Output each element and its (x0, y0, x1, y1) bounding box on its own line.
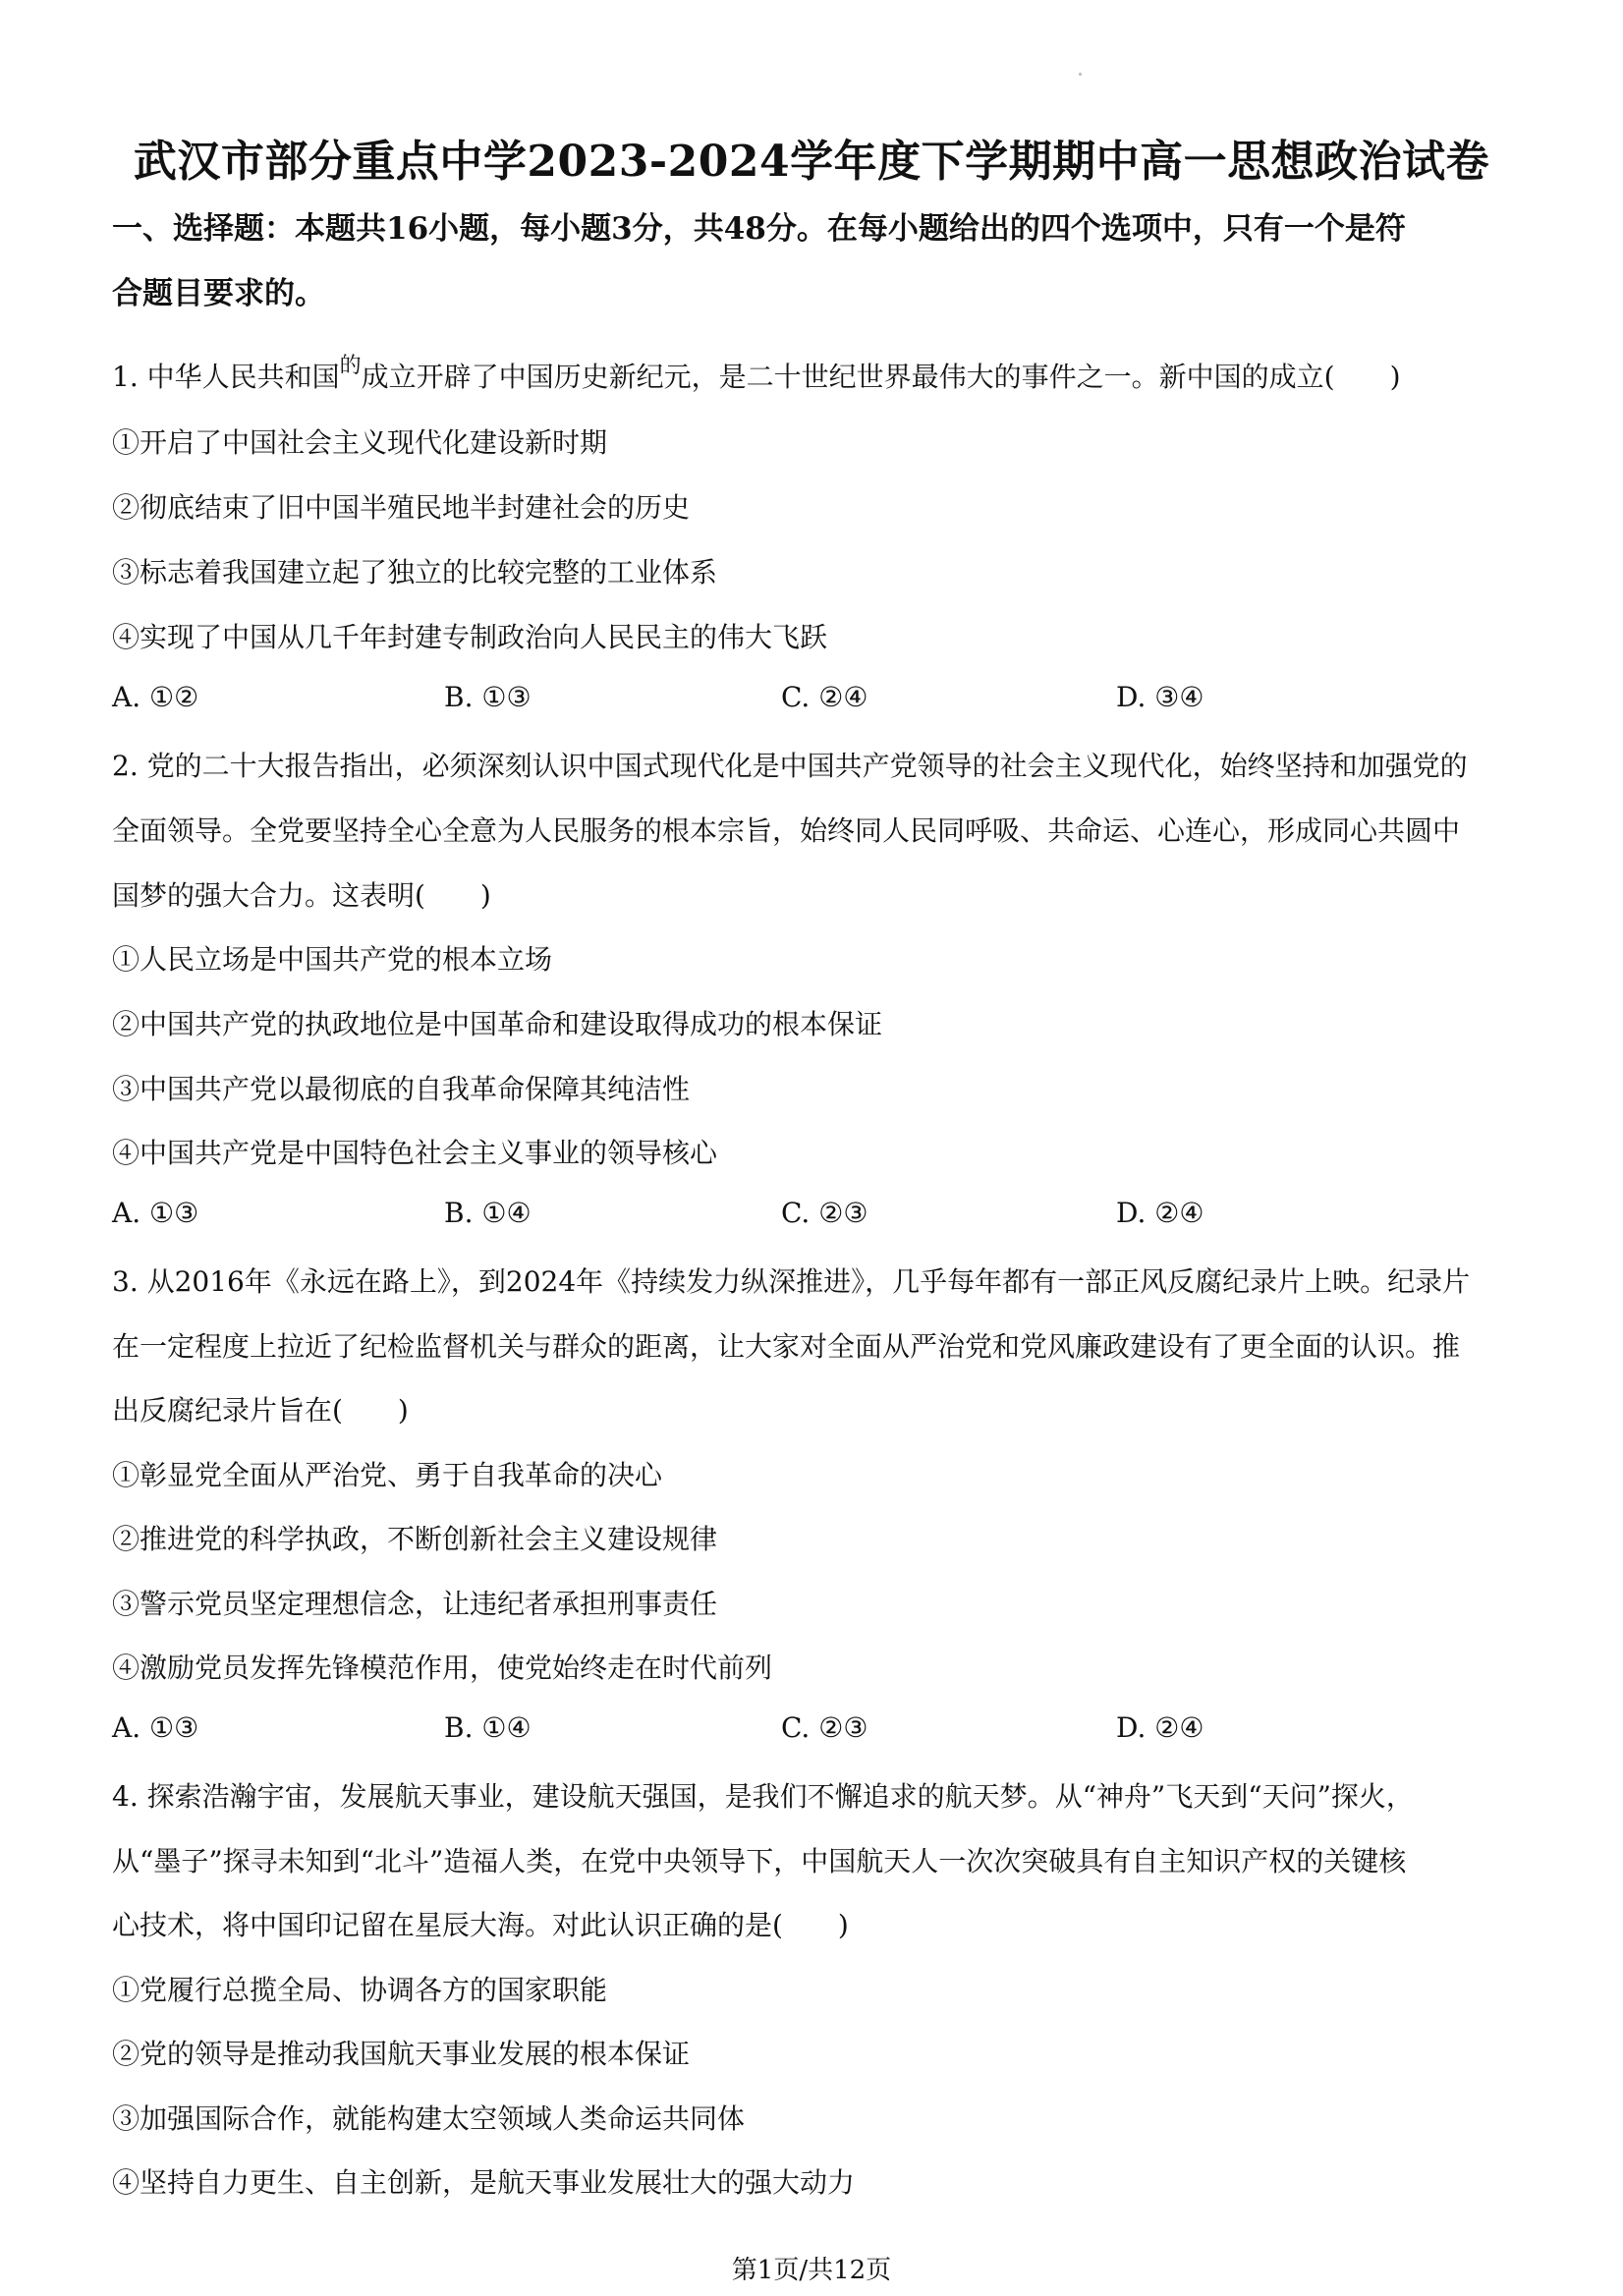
q1-item-3: ③标志着我国建立起了独立的比较完整的工业体系 (112, 556, 718, 588)
q2-stem-line-3: 国梦的强大合力。这表明( ) (112, 879, 491, 912)
q1-option-d: D. ③④ (1116, 681, 1204, 713)
q1-stem-part-a: 1. 中华人民共和国 (112, 361, 340, 393)
q3-option-b: B. ①④ (444, 1711, 532, 1744)
q3-stem-line-3: 出反腐纪录片旨在( ) (112, 1394, 409, 1427)
q1-stem (112, 356, 1401, 395)
q4-item-1: ①党履行总揽全局、协调各方的国家职能 (112, 1974, 608, 2006)
section-heading-line-1: 一、选择题：本题共16小题，每小题3分，共48分。在每小题给出的四个选项中，只有一个是符 (112, 211, 1406, 247)
section-heading (112, 196, 1527, 326)
q4-item-4: ④坚持自力更生、自主创新，是航天事业发展壮大的强大动力 (112, 2166, 856, 2199)
q3-option-d: D. ②④ (1116, 1711, 1204, 1744)
q4-stem-line-3: 心技术，将中国印记留在星辰大海。对此认识正确的是( ) (112, 1909, 849, 1941)
q2-stem-line-2: 全面领导。全党要坚持全心全意为人民服务的根本宗旨，始终同人民同呼吸、共命运、心连心，形成同心共圆中 (112, 814, 1461, 847)
q4-stem-line-2: 从“墨子”探寻未知到“北斗”造福人类，在党中央领导下，中国航天人一次次突破具有自主知识产权的关键核 (112, 1845, 1407, 1877)
q2-item-4: ④中国共产党是中国特色社会主义事业的领导核心 (112, 1137, 718, 1169)
q1-option-a: A. ①② (112, 681, 199, 713)
q2-option-c: C. ②③ (781, 1197, 868, 1229)
q2-option-d: D. ②④ (1116, 1197, 1204, 1229)
q3-item-1: ①彰显党全面从严治党、勇于自我革命的决心 (112, 1459, 663, 1491)
q1-stem-superscript: 的 (339, 354, 362, 378)
q2-item-1: ①人民立场是中国共产党的根本立场 (112, 943, 553, 976)
q1-item-2: ②彻底结束了旧中国半殖民地半封建社会的历史 (112, 491, 691, 524)
q2-option-a: A. ①③ (112, 1197, 199, 1229)
page-footer: 第1页/共12页 (731, 2256, 892, 2285)
q4-item-2: ②党的领导是推动我国航天事业发展的根本保证 (112, 2038, 691, 2070)
q3-option-c: C. ②③ (781, 1711, 868, 1744)
q2-option-b: B. ①④ (444, 1197, 532, 1229)
page-title: 武汉市部分重点中学2023-2024学年度下学期期中高一思想政治试卷 (133, 137, 1490, 187)
section-heading-line-2: 合题目要求的。 (112, 276, 325, 311)
scan-dot (1079, 73, 1082, 76)
q3-item-2: ②推进党的科学执政，不断创新社会主义建设规律 (112, 1523, 718, 1555)
q2-stem-line-1: 2. 党的二十大报告指出，必须深刻认识中国式现代化是中国共产党领导的社会主义现代化，始终坚持和加强党的 (112, 750, 1468, 782)
q3-stem-line-1: 3. 从2016年《永远在路上》，到2024年《持续发力纵深推进》，几乎每年都有一部正风反腐纪录片上映。纪录片 (112, 1265, 1471, 1298)
q1-item-4: ④实现了中国从几千年封建专制政治向人民民主的伟大飞跃 (112, 621, 828, 653)
q4-item-3: ③加强国际合作，就能构建太空领域人类命运共同体 (112, 2102, 746, 2135)
q3-item-4: ④激励党员发挥先锋模范作用，使党始终走在时代前列 (112, 1652, 773, 1684)
q2-item-3: ③中国共产党以最彻底的自我革命保障其纯洁性 (112, 1073, 691, 1105)
q1-option-b: B. ①③ (444, 681, 532, 713)
q3-stem-line-2: 在一定程度上拉近了纪检监督机关与群众的距离，让大家对全面从严治党和党风廉政建设有了更全面的认识。推 (112, 1330, 1461, 1363)
q4-stem-line-1: 4. 探索浩瀚宇宙，发展航天事业，建设航天强国，是我们不懈追求的航天梦。从“神舟”飞天到“天问”探火， (112, 1780, 1414, 1813)
q1-stem-part-b: 成立开辟了中国历史新纪元，是二十世纪世界最伟大的事件之一。新中国的成立( ) (361, 361, 1401, 393)
q1-item-1: ①开启了中国社会主义现代化建设新时期 (112, 426, 608, 459)
q2-item-2: ②中国共产党的执政地位是中国革命和建设取得成功的根本保证 (112, 1008, 883, 1040)
q3-item-3: ③警示党员坚定理想信念，让违纪者承担刑事责任 (112, 1588, 718, 1620)
q1-option-c: C. ②④ (781, 681, 868, 713)
q3-option-a: A. ①③ (112, 1711, 199, 1744)
